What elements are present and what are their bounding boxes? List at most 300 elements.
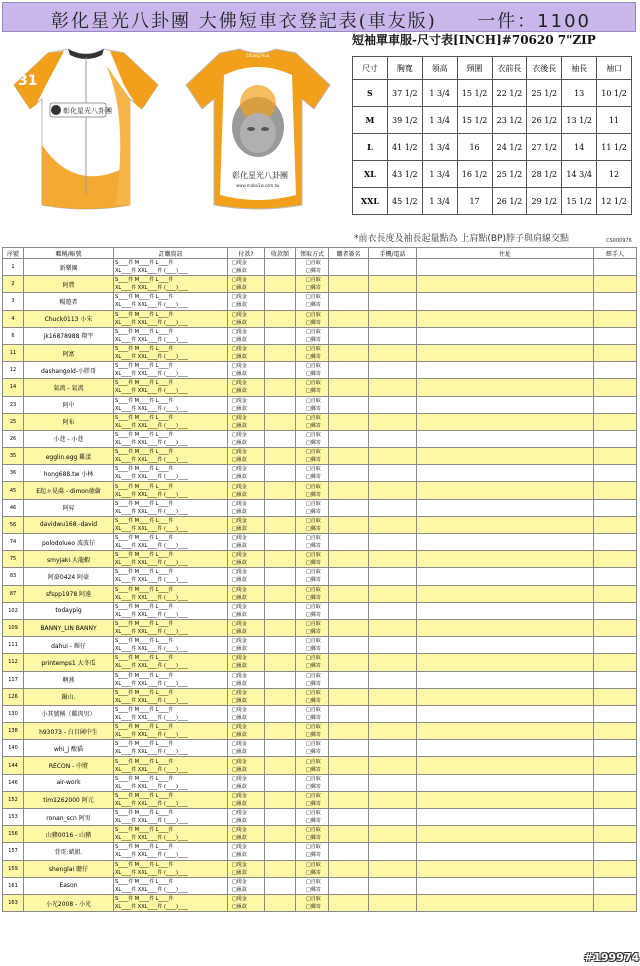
transfer-checkbox[interactable]: □匯款 xyxy=(232,474,247,481)
address-cell[interactable] xyxy=(417,791,594,808)
self-pickup-checkbox[interactable]: □自取 xyxy=(306,431,321,438)
self-pickup-checkbox[interactable]: □自取 xyxy=(306,758,321,765)
order-nickname[interactable]: ronan_scn 阿男 xyxy=(24,809,114,826)
self-pickup-checkbox[interactable]: □自取 xyxy=(306,655,321,662)
order-info-cell[interactable] xyxy=(114,327,228,344)
order-nickname[interactable]: 鍋山. xyxy=(24,688,114,705)
self-pickup-checkbox[interactable]: □自取 xyxy=(306,896,321,903)
phone-cell[interactable] xyxy=(369,826,417,843)
cash-checkbox[interactable]: □現金 xyxy=(232,431,247,438)
mail-checkbox[interactable]: □郵寄 xyxy=(306,835,321,842)
cash-checkbox[interactable]: □現金 xyxy=(232,741,247,748)
transfer-checkbox[interactable]: □匯款 xyxy=(232,302,247,309)
cash-checkbox[interactable]: □現金 xyxy=(232,500,247,507)
address-cell[interactable] xyxy=(417,826,594,843)
order-info-cell[interactable] xyxy=(114,568,228,585)
cash-checkbox[interactable]: □現金 xyxy=(232,810,247,817)
signature-cell[interactable] xyxy=(329,637,369,654)
self-pickup-checkbox[interactable]: □自取 xyxy=(306,672,321,679)
amount-cell[interactable] xyxy=(265,482,296,499)
address-cell[interactable] xyxy=(417,430,594,447)
pickup-cell[interactable] xyxy=(296,877,329,894)
self-pickup-checkbox[interactable]: □自取 xyxy=(306,878,321,885)
phone-cell[interactable] xyxy=(369,379,417,396)
handler-cell[interactable] xyxy=(594,379,637,396)
phone-cell[interactable] xyxy=(369,499,417,516)
phone-cell[interactable] xyxy=(369,654,417,671)
cash-checkbox[interactable]: □現金 xyxy=(232,655,247,662)
pickup-cell[interactable] xyxy=(296,379,329,396)
phone-cell[interactable] xyxy=(369,791,417,808)
pickup-cell[interactable] xyxy=(296,327,329,344)
phone-cell[interactable] xyxy=(369,448,417,465)
mail-checkbox[interactable]: □郵寄 xyxy=(306,543,321,550)
order-nickname[interactable]: 阿昇 xyxy=(24,499,114,516)
amount-cell[interactable] xyxy=(265,723,296,740)
pickup-cell[interactable] xyxy=(296,534,329,551)
transfer-checkbox[interactable]: □匯款 xyxy=(232,646,247,653)
pickup-cell[interactable] xyxy=(296,465,329,482)
mail-checkbox[interactable]: □郵寄 xyxy=(306,354,321,361)
handler-cell[interactable] xyxy=(594,877,637,894)
transfer-checkbox[interactable]: □匯款 xyxy=(232,543,247,550)
signature-cell[interactable] xyxy=(329,276,369,293)
mail-checkbox[interactable]: □郵寄 xyxy=(306,783,321,790)
transfer-checkbox[interactable]: □匯款 xyxy=(232,405,247,412)
address-cell[interactable] xyxy=(417,293,594,310)
mail-checkbox[interactable]: □郵寄 xyxy=(306,560,321,567)
address-cell[interactable] xyxy=(417,894,594,911)
order-nickname[interactable]: 啊燕 xyxy=(24,671,114,688)
transfer-checkbox[interactable]: □匯款 xyxy=(232,560,247,567)
amount-cell[interactable] xyxy=(265,327,296,344)
transfer-checkbox[interactable]: □匯款 xyxy=(232,319,247,326)
signature-cell[interactable] xyxy=(329,585,369,602)
pickup-cell[interactable] xyxy=(296,448,329,465)
transfer-checkbox[interactable]: □匯款 xyxy=(232,904,247,911)
amount-cell[interactable] xyxy=(265,344,296,361)
address-cell[interactable] xyxy=(417,740,594,757)
mail-checkbox[interactable]: □郵寄 xyxy=(306,732,321,739)
handler-cell[interactable] xyxy=(594,551,637,568)
payment-cell[interactable] xyxy=(228,516,265,533)
cash-checkbox[interactable]: □現金 xyxy=(232,672,247,679)
transfer-checkbox[interactable]: □匯款 xyxy=(232,491,247,498)
phone-cell[interactable] xyxy=(369,740,417,757)
order-nickname[interactable]: 新樂園 xyxy=(24,259,114,276)
order-info-cell[interactable] xyxy=(114,413,228,430)
phone-cell[interactable] xyxy=(369,396,417,413)
payment-cell[interactable] xyxy=(228,602,265,619)
self-pickup-checkbox[interactable]: □自取 xyxy=(306,500,321,507)
order-info-cell[interactable] xyxy=(114,259,228,276)
address-cell[interactable] xyxy=(417,637,594,654)
transfer-checkbox[interactable]: □匯款 xyxy=(232,439,247,446)
pickup-cell[interactable] xyxy=(296,585,329,602)
signature-cell[interactable] xyxy=(329,293,369,310)
mail-checkbox[interactable]: □郵寄 xyxy=(306,680,321,687)
mail-checkbox[interactable]: □郵寄 xyxy=(306,577,321,584)
transfer-checkbox[interactable]: □匯款 xyxy=(232,525,247,532)
payment-cell[interactable] xyxy=(228,276,265,293)
signature-cell[interactable] xyxy=(329,413,369,430)
self-pickup-checkbox[interactable]: □自取 xyxy=(306,844,321,851)
handler-cell[interactable] xyxy=(594,568,637,585)
handler-cell[interactable] xyxy=(594,293,637,310)
order-info-cell[interactable] xyxy=(114,534,228,551)
signature-cell[interactable] xyxy=(329,740,369,757)
handler-cell[interactable] xyxy=(594,826,637,843)
phone-cell[interactable] xyxy=(369,568,417,585)
order-info-cell[interactable] xyxy=(114,740,228,757)
handler-cell[interactable] xyxy=(594,723,637,740)
phone-cell[interactable] xyxy=(369,860,417,877)
self-pickup-checkbox[interactable]: □自取 xyxy=(306,792,321,799)
order-nickname[interactable]: todaypig xyxy=(24,602,114,619)
amount-cell[interactable] xyxy=(265,568,296,585)
cash-checkbox[interactable]: □現金 xyxy=(232,638,247,645)
signature-cell[interactable] xyxy=(329,482,369,499)
signature-cell[interactable] xyxy=(329,344,369,361)
transfer-checkbox[interactable]: □匯款 xyxy=(232,285,247,292)
handler-cell[interactable] xyxy=(594,585,637,602)
signature-cell[interactable] xyxy=(329,430,369,447)
pickup-cell[interactable] xyxy=(296,637,329,654)
order-info-cell[interactable] xyxy=(114,465,228,482)
pickup-cell[interactable] xyxy=(296,826,329,843)
order-info-cell[interactable] xyxy=(114,430,228,447)
transfer-checkbox[interactable]: □匯款 xyxy=(232,783,247,790)
signature-cell[interactable] xyxy=(329,843,369,860)
address-cell[interactable] xyxy=(417,619,594,636)
cash-checkbox[interactable]: □現金 xyxy=(232,758,247,765)
pickup-cell[interactable] xyxy=(296,499,329,516)
pickup-cell[interactable] xyxy=(296,396,329,413)
self-pickup-checkbox[interactable]: □自取 xyxy=(306,586,321,593)
pickup-cell[interactable] xyxy=(296,259,329,276)
signature-cell[interactable] xyxy=(329,516,369,533)
phone-cell[interactable] xyxy=(369,430,417,447)
cash-checkbox[interactable]: □現金 xyxy=(232,346,247,353)
pickup-cell[interactable] xyxy=(296,757,329,774)
amount-cell[interactable] xyxy=(265,757,296,774)
payment-cell[interactable] xyxy=(228,379,265,396)
mail-checkbox[interactable]: □郵寄 xyxy=(306,611,321,618)
order-nickname[interactable]: 阿富 xyxy=(24,344,114,361)
phone-cell[interactable] xyxy=(369,602,417,619)
order-info-cell[interactable] xyxy=(114,396,228,413)
order-info-cell[interactable] xyxy=(114,671,228,688)
self-pickup-checkbox[interactable]: □自取 xyxy=(306,638,321,645)
payment-cell[interactable] xyxy=(228,344,265,361)
pickup-cell[interactable] xyxy=(296,723,329,740)
handler-cell[interactable] xyxy=(594,430,637,447)
handler-cell[interactable] xyxy=(594,860,637,877)
mail-checkbox[interactable]: □郵寄 xyxy=(306,388,321,395)
cash-checkbox[interactable]: □現金 xyxy=(232,535,247,542)
mail-checkbox[interactable]: □郵寄 xyxy=(306,629,321,636)
cash-checkbox[interactable]: □現金 xyxy=(232,552,247,559)
signature-cell[interactable] xyxy=(329,568,369,585)
order-nickname[interactable]: 暢遊者 xyxy=(24,293,114,310)
order-nickname[interactable]: Eason xyxy=(24,877,114,894)
order-info-cell[interactable] xyxy=(114,757,228,774)
handler-cell[interactable] xyxy=(594,465,637,482)
handler-cell[interactable] xyxy=(594,894,637,911)
transfer-checkbox[interactable]: □匯款 xyxy=(232,749,247,756)
handler-cell[interactable] xyxy=(594,705,637,722)
signature-cell[interactable] xyxy=(329,448,369,465)
phone-cell[interactable] xyxy=(369,310,417,327)
order-nickname[interactable]: Chuck0113 小朱 xyxy=(24,310,114,327)
payment-cell[interactable] xyxy=(228,688,265,705)
cash-checkbox[interactable]: □現金 xyxy=(232,724,247,731)
self-pickup-checkbox[interactable]: □自取 xyxy=(306,810,321,817)
signature-cell[interactable] xyxy=(329,774,369,791)
mail-checkbox[interactable]: □郵寄 xyxy=(306,268,321,275)
order-info-cell[interactable] xyxy=(114,860,228,877)
order-info-cell[interactable] xyxy=(114,293,228,310)
payment-cell[interactable] xyxy=(228,809,265,826)
signature-cell[interactable] xyxy=(329,671,369,688)
address-cell[interactable] xyxy=(417,585,594,602)
transfer-checkbox[interactable]: □匯款 xyxy=(232,371,247,378)
amount-cell[interactable] xyxy=(265,585,296,602)
address-cell[interactable] xyxy=(417,482,594,499)
amount-cell[interactable] xyxy=(265,465,296,482)
pickup-cell[interactable] xyxy=(296,791,329,808)
signature-cell[interactable] xyxy=(329,877,369,894)
transfer-checkbox[interactable]: □匯款 xyxy=(232,732,247,739)
pickup-cell[interactable] xyxy=(296,688,329,705)
payment-cell[interactable] xyxy=(228,259,265,276)
cash-checkbox[interactable]: □現金 xyxy=(232,827,247,834)
order-nickname[interactable]: 小光2008 - 小光 xyxy=(24,894,114,911)
amount-cell[interactable] xyxy=(265,293,296,310)
transfer-checkbox[interactable]: □匯款 xyxy=(232,886,247,893)
pickup-cell[interactable] xyxy=(296,602,329,619)
address-cell[interactable] xyxy=(417,602,594,619)
order-info-cell[interactable] xyxy=(114,654,228,671)
signature-cell[interactable] xyxy=(329,791,369,808)
amount-cell[interactable] xyxy=(265,774,296,791)
address-cell[interactable] xyxy=(417,379,594,396)
transfer-checkbox[interactable]: □匯款 xyxy=(232,594,247,601)
signature-cell[interactable] xyxy=(329,396,369,413)
signature-cell[interactable] xyxy=(329,723,369,740)
self-pickup-checkbox[interactable]: □自取 xyxy=(306,827,321,834)
order-info-cell[interactable] xyxy=(114,379,228,396)
transfer-checkbox[interactable]: □匯款 xyxy=(232,268,247,275)
cash-checkbox[interactable]: □現金 xyxy=(232,294,247,301)
pickup-cell[interactable] xyxy=(296,809,329,826)
transfer-checkbox[interactable]: □匯款 xyxy=(232,663,247,670)
self-pickup-checkbox[interactable]: □自取 xyxy=(306,621,321,628)
self-pickup-checkbox[interactable]: □自取 xyxy=(306,311,321,318)
mail-checkbox[interactable]: □郵寄 xyxy=(306,886,321,893)
signature-cell[interactable] xyxy=(329,551,369,568)
mail-checkbox[interactable]: □郵寄 xyxy=(306,766,321,773)
order-info-cell[interactable] xyxy=(114,826,228,843)
self-pickup-checkbox[interactable]: □自取 xyxy=(306,517,321,524)
phone-cell[interactable] xyxy=(369,259,417,276)
cash-checkbox[interactable]: □現金 xyxy=(232,621,247,628)
self-pickup-checkbox[interactable]: □自取 xyxy=(306,466,321,473)
handler-cell[interactable] xyxy=(594,396,637,413)
transfer-checkbox[interactable]: □匯款 xyxy=(232,629,247,636)
order-nickname[interactable]: E起ㄉ晃蕩 - dimon德倫 xyxy=(24,482,114,499)
mail-checkbox[interactable]: □郵寄 xyxy=(306,422,321,429)
order-nickname[interactable]: davidwu168 -david xyxy=(24,516,114,533)
amount-cell[interactable] xyxy=(265,619,296,636)
amount-cell[interactable] xyxy=(265,705,296,722)
mail-checkbox[interactable]: □郵寄 xyxy=(306,646,321,653)
amount-cell[interactable] xyxy=(265,379,296,396)
payment-cell[interactable] xyxy=(228,843,265,860)
handler-cell[interactable] xyxy=(594,740,637,757)
address-cell[interactable] xyxy=(417,705,594,722)
handler-cell[interactable] xyxy=(594,276,637,293)
address-cell[interactable] xyxy=(417,396,594,413)
address-cell[interactable] xyxy=(417,723,594,740)
payment-cell[interactable] xyxy=(228,534,265,551)
handler-cell[interactable] xyxy=(594,688,637,705)
payment-cell[interactable] xyxy=(228,757,265,774)
address-cell[interactable] xyxy=(417,362,594,379)
handler-cell[interactable] xyxy=(594,482,637,499)
address-cell[interactable] xyxy=(417,310,594,327)
order-info-cell[interactable] xyxy=(114,774,228,791)
pickup-cell[interactable] xyxy=(296,344,329,361)
mail-checkbox[interactable]: □郵寄 xyxy=(306,336,321,343)
cash-checkbox[interactable]: □現金 xyxy=(232,277,247,284)
signature-cell[interactable] xyxy=(329,379,369,396)
pickup-cell[interactable] xyxy=(296,551,329,568)
pickup-cell[interactable] xyxy=(296,430,329,447)
signature-cell[interactable] xyxy=(329,705,369,722)
phone-cell[interactable] xyxy=(369,516,417,533)
order-nickname[interactable]: shenglai 聰仔 xyxy=(24,860,114,877)
signature-cell[interactable] xyxy=(329,534,369,551)
payment-cell[interactable] xyxy=(228,499,265,516)
self-pickup-checkbox[interactable]: □自取 xyxy=(306,260,321,267)
address-cell[interactable] xyxy=(417,671,594,688)
amount-cell[interactable] xyxy=(265,826,296,843)
handler-cell[interactable] xyxy=(594,619,637,636)
amount-cell[interactable] xyxy=(265,860,296,877)
handler-cell[interactable] xyxy=(594,809,637,826)
self-pickup-checkbox[interactable]: □自取 xyxy=(306,294,321,301)
phone-cell[interactable] xyxy=(369,413,417,430)
payment-cell[interactable] xyxy=(228,860,265,877)
cash-checkbox[interactable]: □現金 xyxy=(232,844,247,851)
signature-cell[interactable] xyxy=(329,327,369,344)
payment-cell[interactable] xyxy=(228,482,265,499)
order-info-cell[interactable] xyxy=(114,843,228,860)
self-pickup-checkbox[interactable]: □自取 xyxy=(306,277,321,284)
transfer-checkbox[interactable]: □匯款 xyxy=(232,577,247,584)
payment-cell[interactable] xyxy=(228,310,265,327)
address-cell[interactable] xyxy=(417,654,594,671)
handler-cell[interactable] xyxy=(594,637,637,654)
mail-checkbox[interactable]: □郵寄 xyxy=(306,869,321,876)
address-cell[interactable] xyxy=(417,413,594,430)
payment-cell[interactable] xyxy=(228,774,265,791)
cash-checkbox[interactable]: □現金 xyxy=(232,861,247,868)
phone-cell[interactable] xyxy=(369,637,417,654)
cash-checkbox[interactable]: □現金 xyxy=(232,397,247,404)
handler-cell[interactable] xyxy=(594,413,637,430)
order-info-cell[interactable] xyxy=(114,809,228,826)
amount-cell[interactable] xyxy=(265,654,296,671)
phone-cell[interactable] xyxy=(369,757,417,774)
pickup-cell[interactable] xyxy=(296,894,329,911)
phone-cell[interactable] xyxy=(369,344,417,361)
cash-checkbox[interactable]: □現金 xyxy=(232,414,247,421)
phone-cell[interactable] xyxy=(369,362,417,379)
transfer-checkbox[interactable]: □匯款 xyxy=(232,422,247,429)
amount-cell[interactable] xyxy=(265,534,296,551)
amount-cell[interactable] xyxy=(265,602,296,619)
handler-cell[interactable] xyxy=(594,327,637,344)
transfer-checkbox[interactable]: □匯款 xyxy=(232,508,247,515)
pickup-cell[interactable] xyxy=(296,774,329,791)
mail-checkbox[interactable]: □郵寄 xyxy=(306,800,321,807)
amount-cell[interactable] xyxy=(265,791,296,808)
transfer-checkbox[interactable]: □匯款 xyxy=(232,714,247,721)
mail-checkbox[interactable]: □郵寄 xyxy=(306,663,321,670)
signature-cell[interactable] xyxy=(329,310,369,327)
handler-cell[interactable] xyxy=(594,516,637,533)
order-nickname[interactable]: tim1262000 阿元 xyxy=(24,791,114,808)
amount-cell[interactable] xyxy=(265,843,296,860)
order-nickname[interactable]: 小其號稱（雞肉男） xyxy=(24,705,114,722)
amount-cell[interactable] xyxy=(265,499,296,516)
payment-cell[interactable] xyxy=(228,551,265,568)
pickup-cell[interactable] xyxy=(296,671,329,688)
payment-cell[interactable] xyxy=(228,654,265,671)
self-pickup-checkbox[interactable]: □自取 xyxy=(306,706,321,713)
handler-cell[interactable] xyxy=(594,310,637,327)
order-info-cell[interactable] xyxy=(114,276,228,293)
self-pickup-checkbox[interactable]: □自取 xyxy=(306,569,321,576)
mail-checkbox[interactable]: □郵寄 xyxy=(306,474,321,481)
self-pickup-checkbox[interactable]: □自取 xyxy=(306,397,321,404)
phone-cell[interactable] xyxy=(369,671,417,688)
handler-cell[interactable] xyxy=(594,774,637,791)
pickup-cell[interactable] xyxy=(296,362,329,379)
signature-cell[interactable] xyxy=(329,619,369,636)
self-pickup-checkbox[interactable]: □自取 xyxy=(306,535,321,542)
self-pickup-checkbox[interactable]: □自取 xyxy=(306,449,321,456)
order-info-cell[interactable] xyxy=(114,688,228,705)
transfer-checkbox[interactable]: □匯款 xyxy=(232,835,247,842)
self-pickup-checkbox[interactable]: □自取 xyxy=(306,603,321,610)
order-info-cell[interactable] xyxy=(114,448,228,465)
address-cell[interactable] xyxy=(417,809,594,826)
self-pickup-checkbox[interactable]: □自取 xyxy=(306,861,321,868)
payment-cell[interactable] xyxy=(228,826,265,843)
transfer-checkbox[interactable]: □匯款 xyxy=(232,818,247,825)
order-nickname[interactable]: jk16878988 翔宇 xyxy=(24,327,114,344)
mail-checkbox[interactable]: □郵寄 xyxy=(306,508,321,515)
pickup-cell[interactable] xyxy=(296,310,329,327)
amount-cell[interactable] xyxy=(265,894,296,911)
cash-checkbox[interactable]: □現金 xyxy=(232,569,247,576)
phone-cell[interactable] xyxy=(369,327,417,344)
phone-cell[interactable] xyxy=(369,534,417,551)
address-cell[interactable] xyxy=(417,568,594,585)
